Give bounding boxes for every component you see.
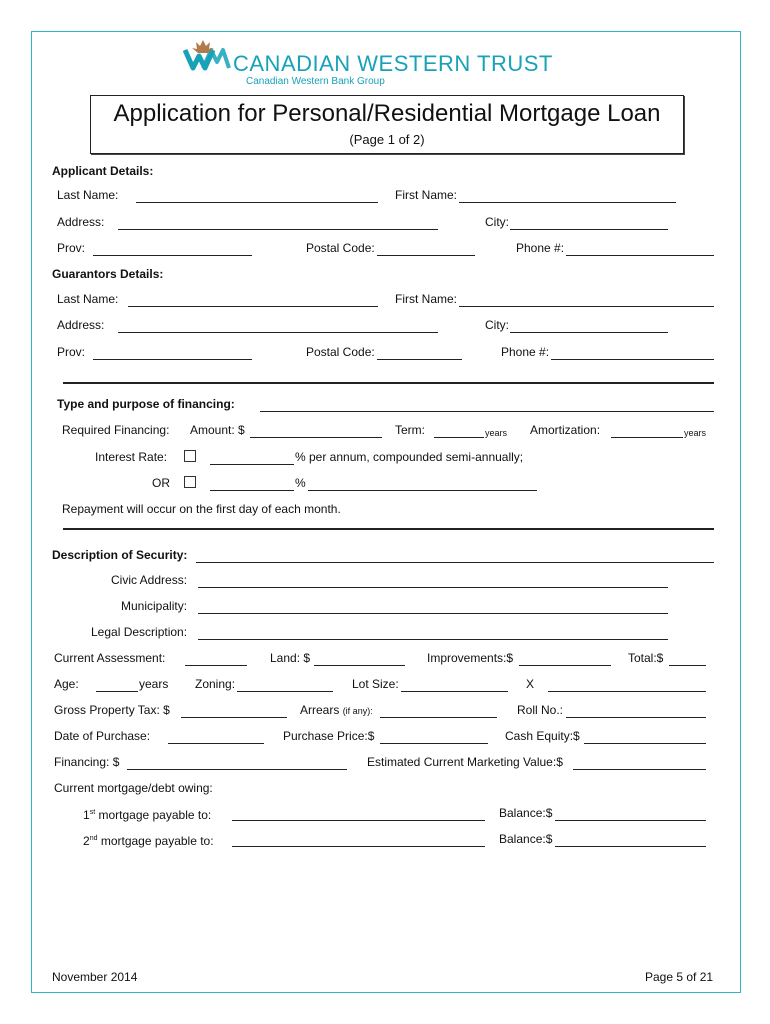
maple-leaf-logo-icon (183, 38, 233, 72)
lot-size-label: Lot Size: (352, 677, 399, 691)
roll-no-field[interactable] (566, 717, 706, 718)
guarantor-address-label: Address: (57, 318, 105, 332)
improvements-field[interactable] (519, 665, 611, 666)
guarantor-address-field[interactable] (118, 332, 438, 333)
civic-address-label: Civic Address: (111, 573, 188, 587)
alternate-rate-checkbox[interactable] (184, 476, 196, 488)
guarantor-postal-field[interactable] (377, 359, 462, 360)
repayment-text: Repayment will occur on the first day of each month. (62, 502, 341, 516)
current-assessment-field[interactable] (185, 665, 247, 666)
land-field[interactable] (314, 665, 405, 666)
first-mortgage-balance-label: Balance:$ (499, 806, 553, 820)
applicant-phone-label: Phone #: (516, 241, 565, 255)
cash-equity-label: Cash Equity:$ (505, 729, 580, 743)
brand-subtitle: Canadian Western Bank Group (246, 76, 385, 87)
amortization-label: Amortization: (530, 423, 601, 437)
municipality-label: Municipality: (121, 599, 188, 613)
interest-rate-field[interactable] (210, 464, 294, 465)
guarantors-heading: Guarantors Details: (52, 267, 164, 281)
guarantor-first-name-field[interactable] (459, 306, 714, 307)
applicant-city-field[interactable] (510, 229, 668, 230)
per-annum-text: % per annum, compounded semi-annually; (295, 450, 524, 464)
civic-address-field[interactable] (198, 587, 668, 588)
term-label: Term: (395, 423, 425, 437)
gross-tax-label: Gross Property Tax: $ (54, 703, 170, 717)
age-label: Age: (54, 677, 79, 691)
applicant-postal-label: Postal Code: (306, 241, 375, 255)
financing-purpose-field[interactable] (260, 411, 714, 412)
applicant-heading: Applicant Details: (52, 164, 154, 178)
second-mortgage-field[interactable] (232, 846, 485, 847)
footer-page-number: Page 5 of 21 (645, 970, 714, 984)
percent-symbol: % (295, 476, 306, 490)
date-of-purchase-label: Date of Purchase: (54, 729, 151, 743)
legal-description-label: Legal Description: (91, 625, 188, 639)
applicant-city-label: City: (485, 215, 509, 229)
or-label: OR (152, 476, 170, 490)
guarantor-postal-label: Postal Code: (306, 345, 375, 359)
guarantor-last-name-field[interactable] (128, 306, 378, 307)
guarantor-last-name-label: Last Name: (57, 292, 119, 306)
applicant-phone-field[interactable] (566, 255, 714, 256)
guarantor-prov-field[interactable] (93, 359, 252, 360)
municipality-field[interactable] (198, 613, 668, 614)
improvements-label: Improvements:$ (427, 651, 514, 665)
guarantor-phone-label: Phone #: (501, 345, 550, 359)
guarantor-phone-field[interactable] (551, 359, 714, 360)
arrears-field[interactable] (380, 717, 497, 718)
guarantor-first-name-label: First Name: (395, 292, 458, 306)
arrears-label: Arrears (if any): (300, 703, 373, 717)
footer-date: November 2014 (52, 970, 138, 984)
applicant-last-name-label: Last Name: (57, 188, 119, 202)
amount-field[interactable] (250, 437, 382, 438)
financing-amount-field[interactable] (127, 769, 347, 770)
financing-heading: Type and purpose of financing: (57, 397, 235, 411)
applicant-last-name-field[interactable] (136, 202, 378, 203)
total-label: Total:$ (628, 651, 664, 665)
second-mortgage-balance-field[interactable] (555, 846, 706, 847)
amortization-field[interactable] (611, 437, 683, 438)
roll-no-label: Roll No.: (517, 703, 564, 717)
second-mortgage-label: 2nd mortgage payable to: (83, 834, 214, 848)
term-years-label: years (485, 428, 508, 438)
amount-label: Amount: $ (190, 423, 245, 437)
guarantor-prov-label: Prov: (57, 345, 86, 359)
legal-description-field[interactable] (198, 639, 668, 640)
current-mortgage-label: Current mortgage/debt owing: (54, 781, 213, 795)
land-label: Land: $ (270, 651, 311, 665)
section-divider (63, 528, 714, 530)
required-financing-label: Required Financing: (62, 423, 170, 437)
applicant-first-name-label: First Name: (395, 188, 458, 202)
security-description-field[interactable] (196, 562, 714, 563)
estimated-value-field[interactable] (573, 769, 706, 770)
lot-size-width-field[interactable] (401, 691, 508, 692)
age-years-label: years (139, 677, 169, 691)
first-mortgage-label: 1st mortgage payable to: (83, 808, 212, 822)
fixed-rate-checkbox[interactable] (184, 450, 196, 462)
second-mortgage-balance-label: Balance:$ (499, 832, 553, 846)
purchase-price-field[interactable] (380, 743, 488, 744)
lot-size-x: X (526, 677, 535, 691)
applicant-address-field[interactable] (118, 229, 438, 230)
applicant-first-name-field[interactable] (459, 202, 676, 203)
term-field[interactable] (434, 437, 484, 438)
page-subtitle: (Page 1 of 2) (349, 132, 425, 147)
lot-size-depth-field[interactable] (548, 691, 706, 692)
title-box (90, 95, 684, 154)
purchase-price-label: Purchase Price:$ (283, 729, 375, 743)
first-mortgage-balance-field[interactable] (555, 820, 706, 821)
alternate-rate-description-field[interactable] (308, 490, 537, 491)
age-field[interactable] (96, 691, 138, 692)
financing-amount-label: Financing: $ (54, 755, 120, 769)
current-assessment-label: Current Assessment: (54, 651, 166, 665)
interest-rate-label: Interest Rate: (95, 450, 168, 464)
security-heading: Description of Security: (52, 548, 188, 562)
brand-name: CANADIAN WESTERN TRUST (233, 51, 553, 76)
applicant-prov-label: Prov: (57, 241, 86, 255)
section-divider (63, 382, 714, 384)
guarantor-city-field[interactable] (510, 332, 668, 333)
date-of-purchase-field[interactable] (168, 743, 264, 744)
gross-tax-field[interactable] (181, 717, 287, 718)
cash-equity-field[interactable] (584, 743, 706, 744)
zoning-field[interactable] (237, 691, 333, 692)
guarantor-city-label: City: (485, 318, 509, 332)
total-field[interactable] (669, 665, 706, 666)
zoning-label: Zoning: (195, 677, 236, 691)
applicant-address-label: Address: (57, 215, 105, 229)
estimated-value-label: Estimated Current Marketing Value:$ (367, 755, 563, 769)
applicant-postal-field[interactable] (377, 255, 475, 256)
applicant-prov-field[interactable] (93, 255, 252, 256)
alternate-rate-field[interactable] (210, 490, 294, 491)
amortization-years-label: years (684, 428, 707, 438)
page-title: Application for Personal/Residential Mortgage Loan (113, 100, 661, 127)
first-mortgage-field[interactable] (232, 820, 485, 821)
